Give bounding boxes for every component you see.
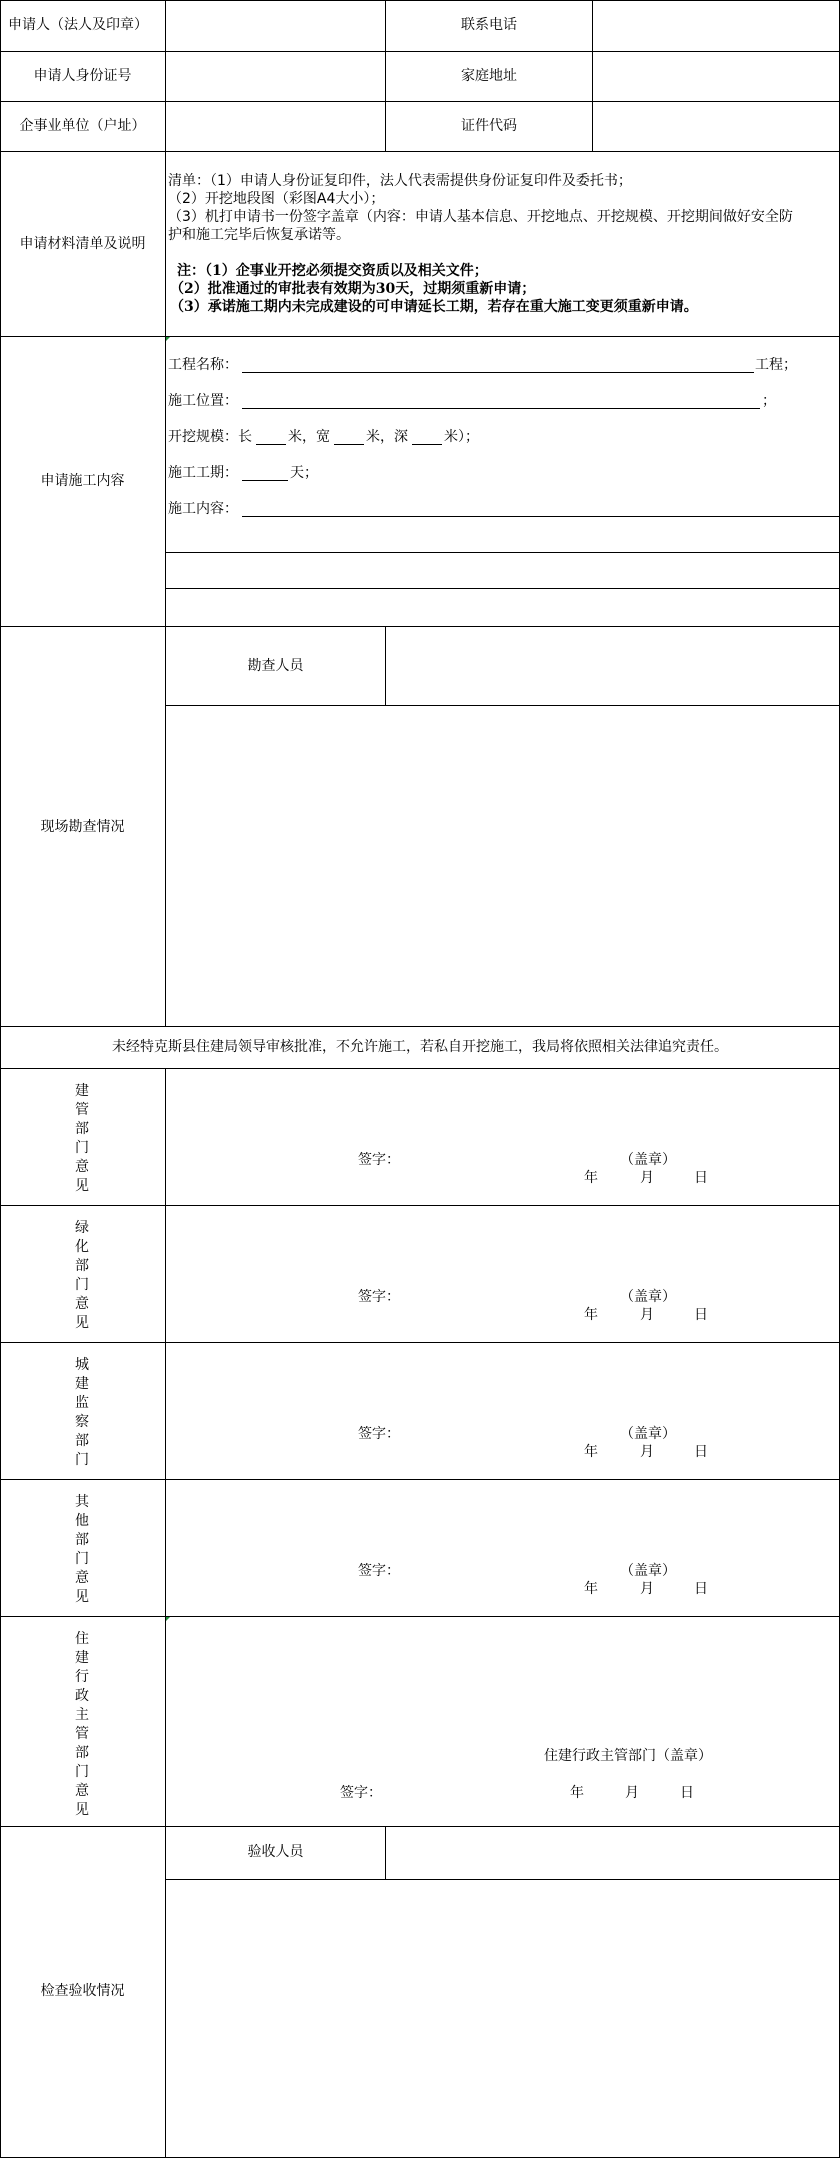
scale-depth-unit: 米）； [444,429,479,445]
month-label: 月 [640,1444,654,1460]
day-label: 日 [694,1444,708,1460]
content-line [166,588,839,589]
department-label: 建管部门意见 [75,1083,89,1194]
year-label: 年 [584,1170,598,1186]
warning-notice: 未经特克斯县住建局领导审核批准，不允许施工，若私自开挖施工，我局将依照相关法律追究责任。 [112,1039,728,1055]
day-label: 日 [694,1581,708,1597]
signature-label: 签字： [340,1785,382,1801]
authority-label: 住建行政主管部门意见 [75,1631,89,1818]
location-suffix: ； [762,393,776,409]
year-label: 年 [584,1581,598,1597]
certificate-code-label: 证件代码 [461,118,517,134]
day-label: 日 [694,1307,708,1323]
col-divider [385,1826,386,1879]
year-label: 年 [584,1444,598,1460]
materials-note: 注：（1）企事业开挖必须提交资质以及相关文件； [177,263,488,279]
cell-marker [166,337,170,341]
department-label: 城建监察部门 [75,1357,89,1468]
materials-label: 申请材料清单及说明 [19,236,146,252]
row-divider [0,1026,840,1027]
seal-label: （盖章） [620,1289,676,1305]
materials-line: （2）开挖地段图（彩图A4大小）； [168,191,385,207]
materials-line: 护和施工完毕后恢复承诺等。 [168,227,350,243]
row-divider [0,1205,840,1206]
scale-width-line [334,444,364,445]
materials-note: （3）承诺施工期内未完成建设的可申请延长工期，若存在重大施工变更须重新申请。 [170,299,698,315]
row-divider [0,151,840,152]
home-address-label: 家庭地址 [461,68,517,84]
row-divider [165,705,840,706]
signature-label: 签字： [358,1289,400,1305]
materials-line: 清单：（1）申请人身份证复印件，法人代表需提供身份证复印件及委托书； [168,173,632,189]
content-label: 施工内容： [168,501,238,517]
col-divider [385,626,386,705]
row-divider [0,1068,840,1069]
scale-length-unit: 米，宽 [288,429,330,445]
survey-label: 现场勘查情况 [40,819,125,835]
row-divider [0,1826,840,1827]
location-line [242,408,760,409]
cell-marker [166,1617,170,1621]
enterprise-label: 企事业单位（户址） [19,118,146,134]
period-unit: 天； [290,465,318,481]
row-divider [0,101,840,102]
signature-label: 签字： [358,1563,400,1579]
id-number-label: 申请人身份证号 [33,68,132,84]
col-divider [592,0,593,151]
content-line [166,552,839,553]
seal-label: （盖章） [620,1152,676,1168]
month-label: 月 [640,1307,654,1323]
month-label: 月 [625,1785,639,1801]
inspection-staff-label: 验收人员 [247,1844,304,1860]
survey-staff-label: 勘查人员 [247,658,304,674]
month-label: 月 [640,1581,654,1597]
authority-seal-label: 住建行政主管部门（盖章） [544,1748,712,1764]
row-divider [0,1342,840,1343]
scale-label: 开挖规模：长 [168,429,252,445]
project-name-suffix: 工程； [755,357,797,373]
construction-label: 申请施工内容 [40,473,125,489]
location-label: 施工位置： [168,393,238,409]
signature-label: 签字： [358,1152,400,1168]
period-line [242,480,288,481]
day-label: 日 [694,1170,708,1186]
project-name-line [242,372,754,373]
inspection-label: 检查验收情况 [40,1983,125,1999]
scale-length-line [256,444,286,445]
scale-width-unit: 米，深 [366,429,408,445]
seal-label: （盖章） [620,1563,676,1579]
applicant-label: 申请人（法人及印章） [8,17,148,33]
row-divider [165,1879,840,1880]
seal-label: （盖章） [620,1426,676,1442]
content-line [242,516,839,517]
materials-line: （3）机打申请书一份签字盖章（内容：申请人基本信息、开挖地点、开挖规模、开挖期间做好安全防 [168,209,793,225]
phone-label: 联系电话 [461,17,517,33]
year-label: 年 [570,1785,584,1801]
col-divider [165,0,166,1026]
department-label: 绿化部门意见 [75,1220,89,1331]
year-label: 年 [584,1307,598,1323]
row-divider [0,51,840,52]
project-name-label: 工程名称： [168,357,238,373]
period-label: 施工工期： [168,465,238,481]
row-divider [0,626,840,627]
border-left [0,0,1,2158]
scale-depth-line [412,444,442,445]
month-label: 月 [640,1170,654,1186]
department-label: 其他部门意见 [75,1494,89,1605]
row-divider [0,336,840,337]
row-divider [0,1616,840,1617]
col-divider [165,1068,166,2158]
materials-note: （2）批准通过的审批表有效期为30天，过期须重新申请； [170,281,536,297]
day-label: 日 [680,1785,694,1801]
row-divider [0,1479,840,1480]
signature-label: 签字： [358,1426,400,1442]
border-top [0,0,840,1]
